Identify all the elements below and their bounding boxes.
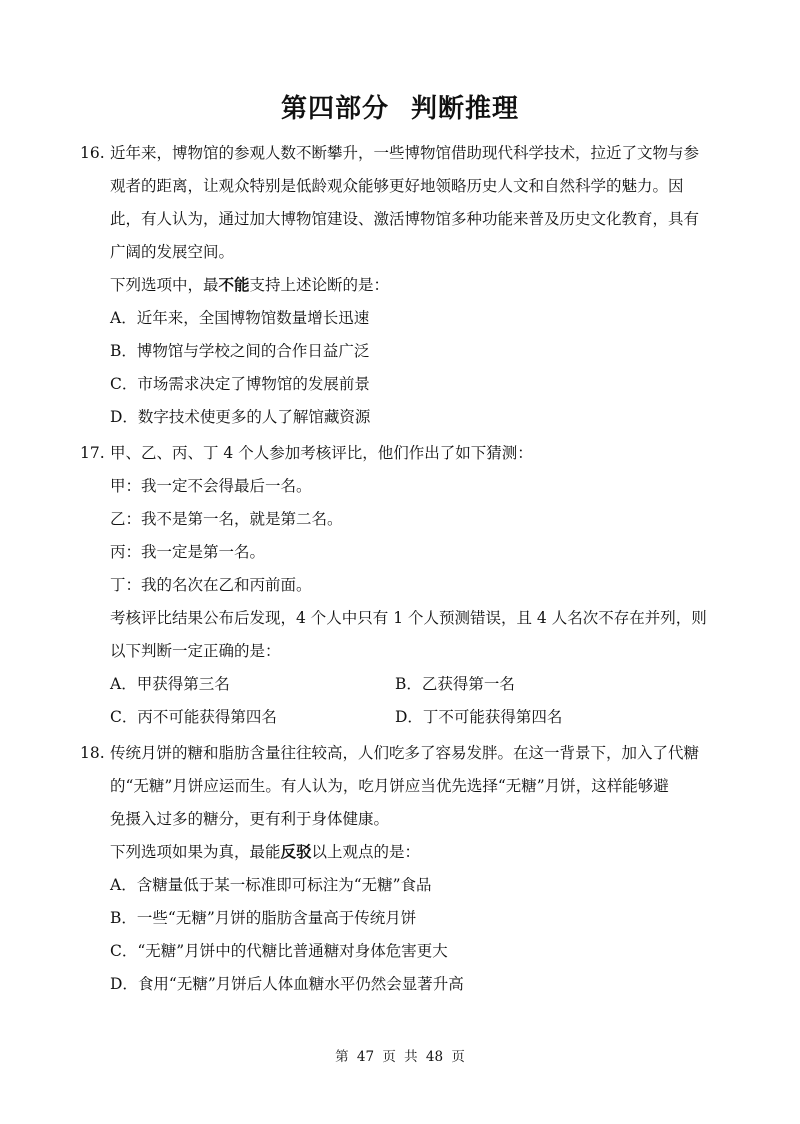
guess-line: 丙：我一定是第一名。 (110, 543, 266, 561)
question-stem-line: 甲、乙、丙、丁 4 个人参加考核评比，他们作出了如下猜测： (110, 444, 533, 462)
option-a: A．近年来，全国博物馆数量增长迅速 (110, 309, 370, 327)
option-a: A．甲获得第三名 (110, 675, 230, 693)
question-stem-line: 广阔的发展空间。 (110, 243, 235, 261)
prompt-emphasis: 不能 (218, 276, 250, 294)
question-18 (80, 737, 720, 1001)
prompt-text: 下列选项中，最 (110, 276, 219, 294)
question-stem-line: 传统月饼的糖和脂肪含量往往较高，人们吃多了容易发胖。在这一背景下，加入了代糖 (110, 744, 700, 762)
question-stem-line: 观者的距离，让观众特别是低龄观众能够更好地领略历史人文和自然科学的魅力。因 (110, 177, 684, 195)
question-stem-line: 免摄入过多的糖分，更有利于身体健康。 (110, 810, 390, 828)
option-row (80, 668, 720, 701)
question-16 (80, 137, 720, 434)
question-stem-line: 的“无糖”月饼应运而生。有人认为，吃月饼应当优先选择“无糖”月饼，这样能够避 (110, 777, 669, 795)
prompt-text: 下列选项如果为真，最能 (110, 843, 281, 861)
page-title (0, 88, 800, 125)
condition-line: 考核评比结果公布后发现，4 个人中只有 1 个人预测错误，且 4 人名次不存在并列，则 (110, 609, 707, 627)
title-topic: 判断推理 (411, 94, 520, 124)
question-prompt (80, 836, 720, 869)
option-a: A．含糖量低于某一标准即可标注为“无糖”食品 (110, 876, 432, 894)
prompt-emphasis: 反驳 (280, 843, 312, 861)
question-prompt (80, 269, 720, 302)
guess-line: 乙：我不是第一名，就是第二名。 (110, 510, 343, 528)
option-d: D．丁不可能获得第四名 (395, 708, 563, 726)
prompt-text: 以上观点的是： (311, 843, 421, 861)
question-stem-line: 此，有人认为，通过加大博物馆建设、激活博物馆多种功能来普及历史文化教育，具有 (110, 210, 700, 228)
question-17 (80, 437, 720, 734)
option-b: B．乙获得第一名 (395, 675, 515, 693)
option-c: C．丙不可能获得第四名 (110, 708, 277, 726)
title-part: 第四部分 (280, 94, 389, 124)
question-stem-line: 近年来，博物馆的参观人数不断攀升，一些博物馆借助现代科学技术，拉近了文物与参 (110, 144, 700, 162)
option-b: B．博物馆与学校之间的合作日益广泛 (110, 342, 370, 360)
option-row (80, 701, 720, 734)
option-d: D．数字技术使更多的人了解馆藏资源 (110, 408, 371, 426)
question-number: 18. (80, 744, 105, 762)
option-b: B．一些“无糖”月饼的脂肪含量高于传统月饼 (110, 909, 417, 927)
option-c: C．市场需求决定了博物馆的发展前景 (110, 375, 370, 393)
question-number: 16. (80, 144, 105, 162)
option-d: D．食用“无糖”月饼后人体血糖水平仍然会显著升高 (110, 975, 464, 993)
page-footer: 第 47 页 共 48 页 (335, 1049, 465, 1065)
option-c: C．“无糖”月饼中的代糖比普通糖对身体危害更大 (110, 942, 448, 960)
guess-line: 甲：我一定不会得最后一名。 (110, 477, 312, 495)
question-number: 17. (80, 444, 105, 462)
guess-line: 丁：我的名次在乙和丙前面。 (110, 576, 312, 594)
condition-line: 以下判断一定正确的是： (110, 642, 281, 660)
prompt-text: 支持上述论断的是： (249, 276, 390, 294)
